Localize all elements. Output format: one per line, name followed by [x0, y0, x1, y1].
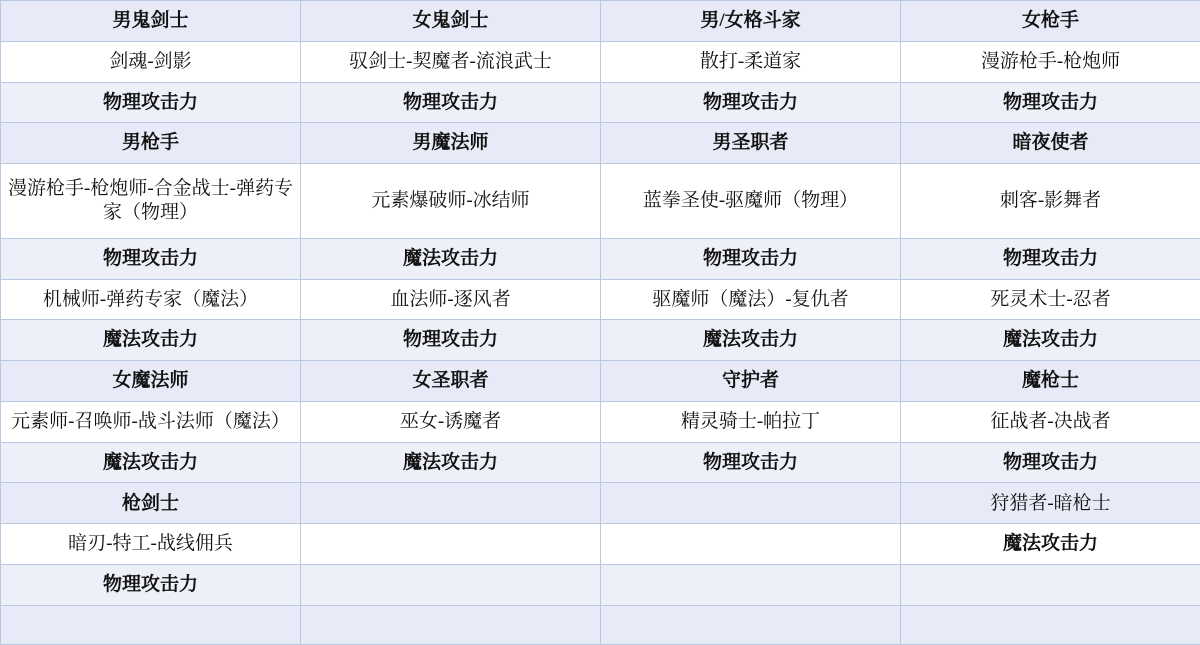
class-title-cell: 魔枪士: [901, 361, 1200, 402]
class-title-cell: 男魔法师: [301, 123, 601, 164]
class-title-cell: 守护者: [601, 361, 901, 402]
subclass-cell: 死灵术士-忍者: [901, 279, 1200, 320]
attack-type-cell: 物理攻击力: [1, 238, 301, 279]
table-row: [1, 123, 1200, 164]
empty-cell: [301, 606, 601, 645]
table-row-filler: [1, 606, 1200, 645]
empty-cell: [601, 483, 901, 524]
class-title-cell: 男圣职者: [601, 123, 901, 164]
subclass-cell: 元素师-召唤师-战斗法师（魔法）: [1, 401, 301, 442]
attack-type-cell: 物理攻击力: [301, 82, 601, 123]
subclass-cell: 剑魂-剑影: [1, 41, 301, 82]
class-title-cell: 男/女格斗家: [601, 1, 901, 42]
attack-type-cell: 魔法攻击力: [901, 524, 1200, 565]
attack-type-cell: 魔法攻击力: [1, 442, 301, 483]
empty-cell: [901, 606, 1200, 645]
table-row: [1, 401, 1200, 442]
attack-type-cell: 魔法攻击力: [301, 442, 601, 483]
subclass-cell: 征战者-决战者: [901, 401, 1200, 442]
attack-type-cell: 物理攻击力: [1, 82, 301, 123]
subclass-cell: 暗刃-特工-战线佣兵: [1, 524, 301, 565]
class-title-cell: 枪剑士: [1, 483, 301, 524]
empty-cell: [301, 524, 601, 565]
attack-type-cell: 物理攻击力: [601, 442, 901, 483]
empty-cell: [901, 565, 1200, 606]
attack-type-cell: 魔法攻击力: [1, 320, 301, 361]
class-title-cell: 女魔法师: [1, 361, 301, 402]
subclass-cell: 血法师-逐风者: [301, 279, 601, 320]
empty-cell: [301, 483, 601, 524]
attack-type-cell: 物理攻击力: [301, 320, 601, 361]
table-row: [1, 238, 1200, 279]
table-row: [1, 524, 1200, 565]
table-row: [1, 565, 1200, 606]
class-title-cell: 男鬼剑士: [1, 1, 301, 42]
subclass-cell: 元素爆破师-冰结师: [301, 164, 601, 239]
subclass-cell: 漫游枪手-枪炮师-合金战士-弹药专家（物理）: [1, 164, 301, 239]
attack-type-cell: 魔法攻击力: [301, 238, 601, 279]
table-row: [1, 164, 1200, 239]
subclass-cell: 蓝拳圣使-驱魔师（物理）: [601, 164, 901, 239]
empty-cell: [601, 524, 901, 565]
table-row: [1, 279, 1200, 320]
attack-type-cell: 物理攻击力: [901, 238, 1200, 279]
attack-type-cell: 物理攻击力: [901, 82, 1200, 123]
subclass-cell: 驱魔师（魔法）-复仇者: [601, 279, 901, 320]
table-row: [1, 320, 1200, 361]
class-title-cell: 暗夜使者: [901, 123, 1200, 164]
attack-type-cell: 物理攻击力: [601, 238, 901, 279]
subclass-cell: 散打-柔道家: [601, 41, 901, 82]
table-row: [1, 1, 1200, 42]
subclass-cell: 漫游枪手-枪炮师: [901, 41, 1200, 82]
subclass-cell: 巫女-诱魔者: [301, 401, 601, 442]
empty-cell: [301, 565, 601, 606]
subclass-cell: 刺客-影舞者: [901, 164, 1200, 239]
attack-type-cell: 魔法攻击力: [601, 320, 901, 361]
class-title-cell: 男枪手: [1, 123, 301, 164]
class-title-cell: 女枪手: [901, 1, 1200, 42]
attack-type-cell: 物理攻击力: [1, 565, 301, 606]
table-row: [1, 82, 1200, 123]
empty-cell: [601, 565, 901, 606]
empty-cell: [1, 606, 301, 645]
subclass-cell: 狩猎者-暗枪士: [901, 483, 1200, 524]
empty-cell: [601, 606, 901, 645]
table-row: [1, 41, 1200, 82]
attack-type-cell: 魔法攻击力: [901, 320, 1200, 361]
table-row: [1, 442, 1200, 483]
table-body: [1, 1, 1200, 645]
attack-type-cell: 物理攻击力: [601, 82, 901, 123]
class-title-cell: 女圣职者: [301, 361, 601, 402]
table-row: [1, 483, 1200, 524]
subclass-cell: 驭剑士-契魔者-流浪武士: [301, 41, 601, 82]
attack-type-cell: 物理攻击力: [901, 442, 1200, 483]
subclass-cell: 精灵骑士-帕拉丁: [601, 401, 901, 442]
class-title-cell: 女鬼剑士: [301, 1, 601, 42]
table-row: [1, 361, 1200, 402]
subclass-cell: 机械师-弹药专家（魔法）: [1, 279, 301, 320]
